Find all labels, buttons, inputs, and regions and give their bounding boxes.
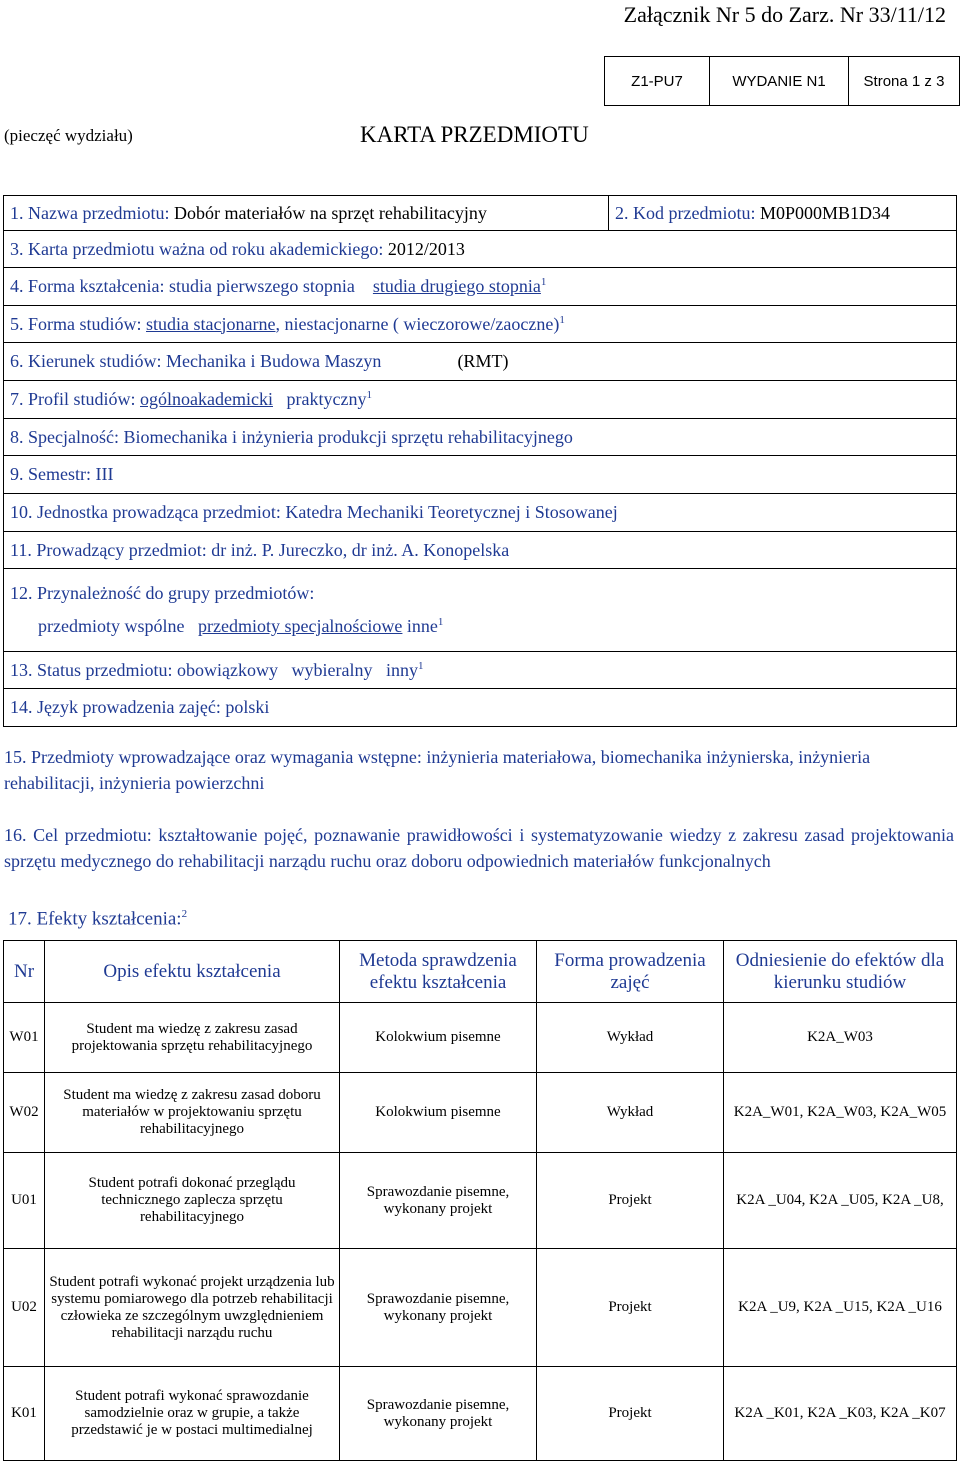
document-code-table <box>604 56 960 106</box>
table-row <box>4 1367 957 1461</box>
cell-method: Kolokwium pisemne <box>340 1003 537 1073</box>
cell-description: Student ma wiedzę z zakresu zasad doboru materiałów w projektowaniu sprzętu rehabilitacyjnego <box>45 1073 340 1153</box>
col-header-description: Opis efektu kształcenia <box>45 941 340 1003</box>
edition-cell: WYDANIE N1 <box>710 57 849 106</box>
col-header-method: Metoda sprawdzenia efektu kształcenia <box>340 941 537 1003</box>
field-specialization: 8. Specjalność: Biomechanika i inżynieria produkcji sprzętu rehabilitacyjnego <box>4 419 957 456</box>
field-course-code: 2. Kod przedmiotu: M0P000MB1D34 <box>609 196 957 231</box>
cell-form: Wykład <box>537 1003 724 1073</box>
cell-reference: K2A _K01, K2A _K03, K2A _K07 <box>724 1367 957 1461</box>
field-valid-year: 3. Karta przedmiotu ważna od roku akademickiego: 2012/2013 <box>4 231 957 268</box>
faculty-stamp: (pieczęć wydziału) <box>4 126 133 145</box>
col-header-nr: Nr <box>4 941 45 1003</box>
table-row <box>4 1073 957 1153</box>
field-course-status: 13. Status przedmiotu: obowiązkowy wybieralny inny$^1$ <box>4 652 957 689</box>
code-cell: Z1-PU7 <box>605 57 710 106</box>
field-unit: 10. Jednostka prowadząca przedmiot: Katedra Mechaniki Teoretycznej i Stosowanej <box>4 494 957 532</box>
cell-description: Student potrafi wykonać projekt urządzenia lub systemu pomiarowego dla potrzeb rehabilitacji człowieka ze szczególnym uwzględnieniem rehabilitacji narządu ruchu <box>45 1249 340 1367</box>
cell-nr: U01 <box>4 1153 45 1249</box>
cell-form: Projekt <box>537 1367 724 1461</box>
cell-form: Wykład <box>537 1073 724 1153</box>
cell-description: Student potrafi dokonać przeglądu technicznego zaplecza sprzętu rehabilitacyjnego <box>45 1153 340 1249</box>
cell-method: Sprawozdanie pisemne, wykonany projekt <box>340 1367 537 1461</box>
cell-form: Projekt <box>537 1249 724 1367</box>
field-field-of-study: 6. Kierunek studiów: Mechanika i Budowa Maszyn (RMT) <box>4 343 957 381</box>
learning-outcomes-table <box>3 940 957 1461</box>
cell-description: Student ma wiedzę z zakresu zasad projektowania sprzętu rehabilitacyjnego <box>45 1003 340 1073</box>
field-lecturer: 11. Prowadzący przedmiot: dr inż. P. Jureczko, dr inż. A. Konopelska <box>4 532 957 569</box>
cell-nr: W01 <box>4 1003 45 1073</box>
course-info-table <box>3 195 957 727</box>
cell-reference: K2A_W01, K2A_W03, K2A_W05 <box>724 1073 957 1153</box>
cell-reference: K2A_W03 <box>724 1003 957 1073</box>
field-education-form: 4. Forma kształcenia: studia pierwszego stopnia studia drugiego stopnia$^1$ <box>4 268 957 306</box>
field-course-name: 1. Nazwa przedmiotu: Dobór materiałów na sprzęt rehabilitacyjny <box>4 196 609 231</box>
field-semester: 9. Semestr: III <box>4 456 957 494</box>
cell-nr: U02 <box>4 1249 45 1367</box>
field-prerequisites: 15. Przedmioty wprowadzające oraz wymagania wstępne: inżynieria materiałowa, biomechanika inżynierska, inżynieria rehabilitacji, inżynieria powierzchni <box>4 747 871 793</box>
field-study-profile: 7. Profil studiów: ogólnoakademicki praktyczny$^1$ <box>4 381 957 419</box>
cell-nr: K01 <box>4 1367 45 1461</box>
table-row <box>4 1003 957 1073</box>
attachment-note: Załącznik Nr 5 do Zarz. Nr 33/11/12 <box>623 2 946 27</box>
col-header-reference: Odniesienie do efektów dla kierunku studiów <box>724 941 957 1003</box>
page-cell: Strona 1 z 3 <box>849 57 960 106</box>
table-header-row <box>4 941 957 1003</box>
cell-method: Kolokwium pisemne <box>340 1073 537 1153</box>
field-course-group: 12. Przynależność do grupy przedmiotów: przedmioty wspólne przedmioty specjalnościowe inne$^1$ <box>4 569 957 652</box>
cell-form: Projekt <box>537 1153 724 1249</box>
table-row <box>4 1249 957 1367</box>
field-course-goal: 16. Cel przedmiotu: kształtowanie pojęć, poznawanie prawidłowości i systematyzowanie wiedzy z zakresu zasad projektowania sprzętu medycznego do rehabilitacji narządu ruchu oraz doboru odpowiednich materiałów funkcjonalnych <box>4 825 954 871</box>
field-study-form: 5. Forma studiów: studia stacjonarne, niestacjonarne ( wieczorowe/zaoczne)$^1$ <box>4 306 957 343</box>
cell-method: Sprawozdanie pisemne, wykonany projekt <box>340 1249 537 1367</box>
document-title: KARTA PRZEDMIOTU <box>360 122 589 147</box>
cell-method: Sprawozdanie pisemne, wykonany projekt <box>340 1153 537 1249</box>
field-learning-outcomes: 17. Efekty kształcenia:$^2$ <box>8 908 188 930</box>
col-header-form: Forma prowadzenia zajęć <box>537 941 724 1003</box>
cell-reference: K2A _U9, K2A _U15, K2A _U16 <box>724 1249 957 1367</box>
table-row <box>4 1153 957 1249</box>
cell-nr: W02 <box>4 1073 45 1153</box>
field-language: 14. Język prowadzenia zajęć: polski <box>4 689 957 727</box>
cell-description: Student potrafi wykonać sprawozdanie samodzielnie oraz w grupie, a także przedstawić je w postaci multimedialnej <box>45 1367 340 1461</box>
cell-reference: K2A _U04, K2A _U05, K2A _U8, <box>724 1153 957 1249</box>
